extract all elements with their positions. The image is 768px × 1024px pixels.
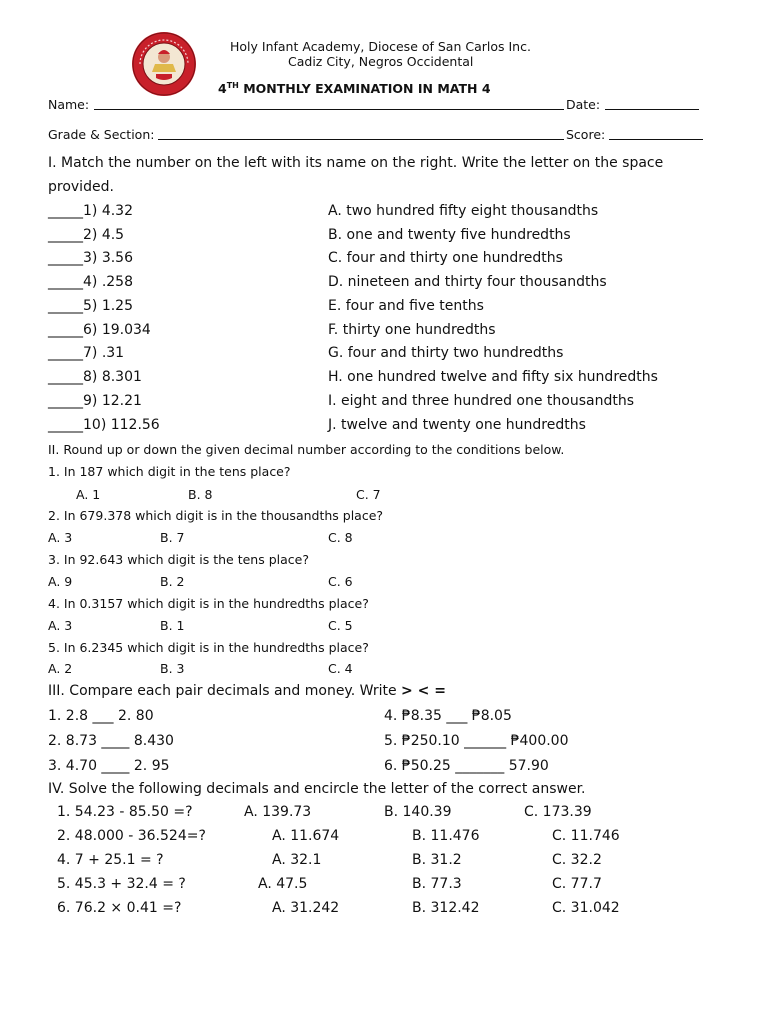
part1-instruction: I. Match the number on the left with its name on the right. Write the letter on the space <box>48 155 664 171</box>
part2-question-1: 1. In 187 which digit in the tens place? <box>48 464 291 479</box>
match-left-3[interactable]: _____3) 3.56 <box>48 250 133 266</box>
compare-item-4[interactable]: 4. ₱8.35 ___ ₱8.05 <box>384 708 512 724</box>
compare-symbols: > < = <box>401 683 446 699</box>
part1-instruction-cont: provided. <box>48 179 114 195</box>
match-right-b: B. one and twenty five hundredths <box>328 227 571 243</box>
score-label: Score: <box>566 127 606 142</box>
part4-question-5: 5. 45.3 + 32.4 = ? <box>57 876 186 892</box>
part4-q6-option-a[interactable]: A. 31.242 <box>272 900 340 916</box>
part2-q1-option-b[interactable]: B. 8 <box>188 487 213 502</box>
match-right-h: H. one hundred twelve and fifty six hundredths <box>328 369 658 385</box>
match-left-5[interactable]: _____5) 1.25 <box>48 298 133 314</box>
part2-q3-option-a[interactable]: A. 9 <box>48 574 73 589</box>
part2-q5-option-c[interactable]: C. 4 <box>328 661 353 676</box>
school-seal-icon <box>130 30 198 98</box>
part2-question-2: 2. In 679.378 which digit is in the thousandths place? <box>48 508 384 523</box>
part4-q2-option-c[interactable]: C. 11.746 <box>552 828 620 844</box>
part4-q1-option-a[interactable]: A. 139.73 <box>244 804 312 820</box>
part2-q2-option-a[interactable]: A. 3 <box>48 530 73 545</box>
part4-question-4: 4. 7 + 25.1 = ? <box>57 852 164 868</box>
school-location: Cadiz City, Negros Occidental <box>288 54 474 69</box>
match-left-4[interactable]: _____4) .258 <box>48 274 133 290</box>
part4-q2-option-b[interactable]: B. 11.476 <box>412 828 480 844</box>
part4-q4-option-c[interactable]: C. 32.2 <box>552 852 602 868</box>
part4-question-6: 6. 76.2 × 0.41 =? <box>57 900 182 916</box>
match-right-j: J. twelve and twenty one hundredths <box>328 417 586 433</box>
part4-q4-option-b[interactable]: B. 31.2 <box>412 852 462 868</box>
part2-q2-option-c[interactable]: C. 8 <box>328 530 353 545</box>
grade-label: Grade & Section: <box>48 127 155 142</box>
match-right-f: F. thirty one hundredths <box>328 322 496 338</box>
match-right-i: I. eight and three hundred one thousandths <box>328 393 635 409</box>
part4-q6-option-c[interactable]: C. 31.042 <box>552 900 620 916</box>
part4-q5-option-c[interactable]: C. 77.7 <box>552 876 602 892</box>
compare-item-1[interactable]: 1. 2.8 ___ 2. 80 <box>48 708 154 724</box>
match-left-2[interactable]: _____2) 4.5 <box>48 227 125 243</box>
part2-instruction: II. Round up or down the given decimal number according to the conditions below. <box>48 442 565 457</box>
part4-q2-option-a[interactable]: A. 11.674 <box>272 828 340 844</box>
match-right-g: G. four and thirty two hundredths <box>328 345 564 361</box>
match-left-1[interactable]: _____1) 4.32 <box>48 203 133 219</box>
match-right-d: D. nineteen and thirty four thousandths <box>328 274 607 290</box>
match-right-e: E. four and five tenths <box>328 298 484 314</box>
name-field[interactable] <box>94 97 564 110</box>
school-name: Holy Infant Academy, Diocese of San Carlos Inc. <box>230 39 531 54</box>
part2-q5-option-b[interactable]: B. 3 <box>160 661 185 676</box>
part2-question-5: 5. In 6.2345 which digit is in the hundredths place? <box>48 640 369 655</box>
name-label: Name: <box>48 97 90 112</box>
score-field[interactable] <box>609 127 703 140</box>
part4-q5-option-a[interactable]: A. 47.5 <box>258 876 308 892</box>
part4-instruction: IV. Solve the following decimals and encircle the letter of the correct answer. <box>48 781 586 797</box>
part2-q5-option-a[interactable]: A. 2 <box>48 661 73 676</box>
compare-item-3[interactable]: 3. 4.70 ____ 2. 95 <box>48 758 170 774</box>
part2-q3-option-c[interactable]: C. 6 <box>328 574 353 589</box>
date-label: Date: <box>566 97 601 112</box>
exam-title: 4TH MONTHLY EXAMINATION IN MATH 4 <box>218 81 491 97</box>
part2-q4-option-c[interactable]: C. 5 <box>328 618 353 633</box>
part2-question-4: 4. In 0.3157 which digit is in the hundredths place? <box>48 596 369 611</box>
part4-question-2: 2. 48.000 - 36.524=? <box>57 828 206 844</box>
part2-q4-option-a[interactable]: A. 3 <box>48 618 73 633</box>
grade-field[interactable] <box>158 127 564 140</box>
part4-q6-option-b[interactable]: B. 312.42 <box>412 900 480 916</box>
part3-instruction: III. Compare each pair decimals and money. Write > < = <box>48 683 446 699</box>
date-field[interactable] <box>605 97 699 110</box>
match-left-6[interactable]: _____6) 19.034 <box>48 322 151 338</box>
part2-q4-option-b[interactable]: B. 1 <box>160 618 185 633</box>
part2-question-3: 3. In 92.643 which digit is the tens place? <box>48 552 309 567</box>
compare-item-6[interactable]: 6. ₱50.25 _______ 57.90 <box>384 758 549 774</box>
part2-q2-option-b[interactable]: B. 7 <box>160 530 185 545</box>
match-right-a: A. two hundred fifty eight thousandths <box>328 203 599 219</box>
match-right-c: C. four and thirty one hundredths <box>328 250 563 266</box>
part4-q4-option-a[interactable]: A. 32.1 <box>272 852 322 868</box>
part4-q5-option-b[interactable]: B. 77.3 <box>412 876 462 892</box>
match-left-10[interactable]: _____10) 112.56 <box>48 417 160 433</box>
compare-item-2[interactable]: 2. 8.73 ____ 8.430 <box>48 733 174 749</box>
part4-question-1: 1. 54.23 - 85.50 =? <box>57 804 193 820</box>
match-left-7[interactable]: _____7) .31 <box>48 345 125 361</box>
match-left-8[interactable]: _____8) 8.301 <box>48 369 142 385</box>
match-left-9[interactable]: _____9) 12.21 <box>48 393 142 409</box>
part2-q1-option-a[interactable]: A. 1 <box>76 487 101 502</box>
part2-q3-option-b[interactable]: B. 2 <box>160 574 185 589</box>
compare-item-5[interactable]: 5. ₱250.10 ______ ₱400.00 <box>384 733 569 749</box>
part2-q1-option-c[interactable]: C. 7 <box>356 487 381 502</box>
part4-q1-option-c[interactable]: C. 173.39 <box>524 804 592 820</box>
part4-q1-option-b[interactable]: B. 140.39 <box>384 804 452 820</box>
